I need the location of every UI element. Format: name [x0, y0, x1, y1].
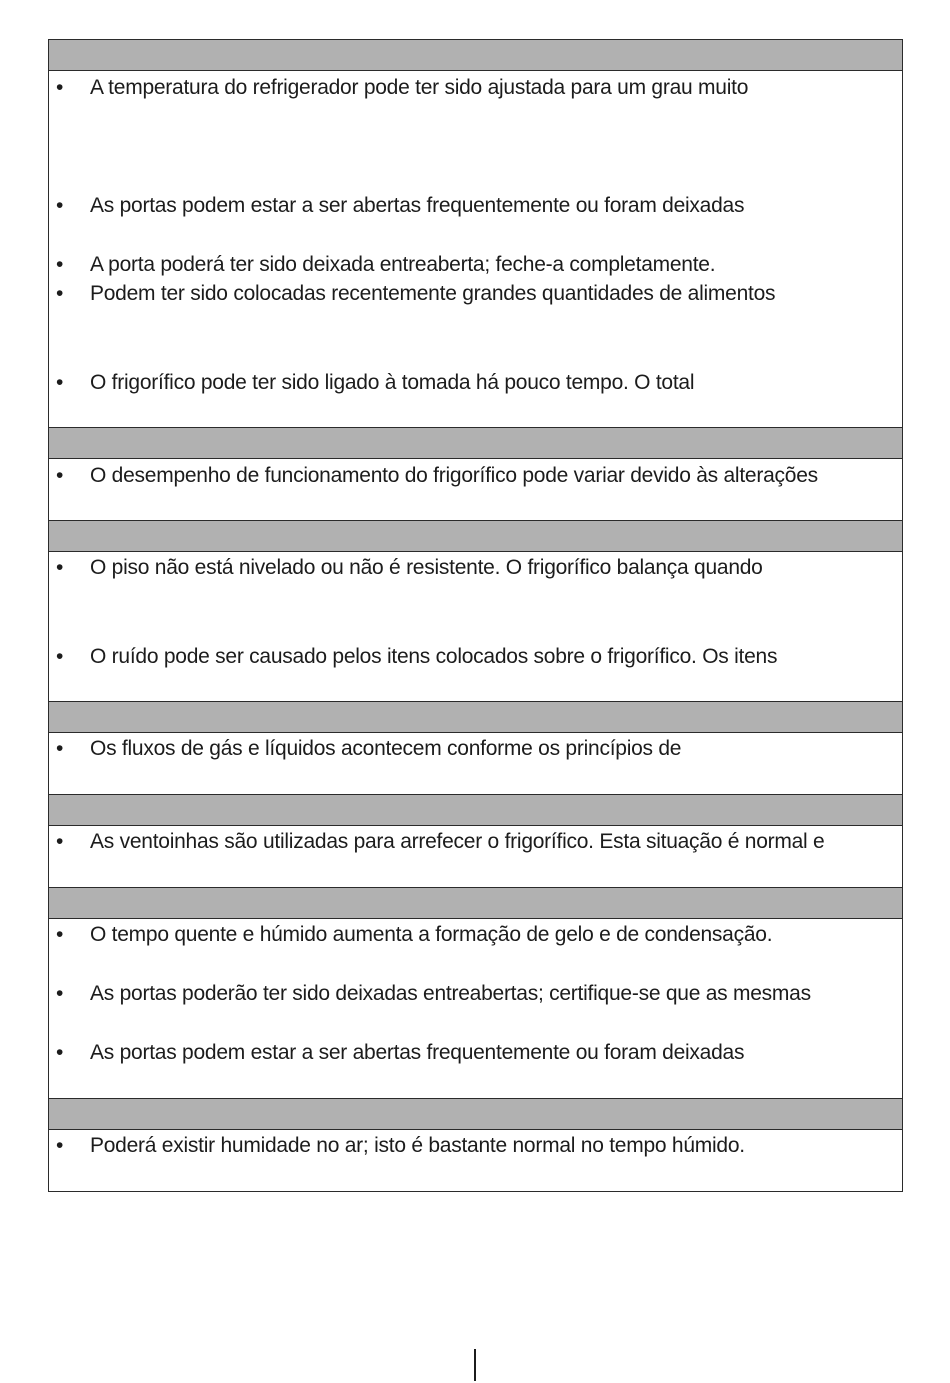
- item-text: A temperatura do refrigerador pode ter sido ajustada para um grau muito: [90, 76, 749, 99]
- section-header: [49, 888, 902, 919]
- list-item: [49, 734, 902, 764]
- section-body: [49, 71, 902, 428]
- item-text: O desempenho de funcionamento do frigorífico pode variar devido às alterações: [90, 464, 818, 487]
- list-item: [49, 642, 902, 672]
- troubleshooting-table: [48, 39, 903, 1192]
- item-text: O tempo quente e húmido aumenta a formação de gelo e de condensação.: [90, 923, 773, 946]
- list-item: [49, 979, 902, 1009]
- bullet-icon: •: [56, 282, 64, 305]
- item-text: O piso não está nivelado ou não é resistente. O frigorífico balança quando: [90, 556, 763, 579]
- list-item: [49, 553, 902, 583]
- bullet-icon: •: [56, 1041, 64, 1064]
- section-header: [49, 702, 902, 733]
- section-body: [49, 733, 902, 795]
- section-header: [49, 40, 902, 71]
- section-header: [49, 521, 902, 552]
- list-item: [49, 73, 902, 103]
- section-header: [49, 795, 902, 826]
- bullet-icon: •: [56, 830, 64, 853]
- section-body: [49, 459, 902, 521]
- list-item: [49, 191, 902, 221]
- list-item: [49, 461, 902, 491]
- section-body: [49, 1130, 902, 1192]
- section-body: [49, 919, 902, 1099]
- bullet-icon: •: [56, 556, 64, 579]
- item-text: Poderá existir humidade no ar; isto é bastante normal no tempo húmido.: [90, 1134, 745, 1157]
- item-text: O ruído pode ser causado pelos itens colocados sobre o frigorífico. Os itens: [90, 645, 778, 668]
- section-header: [49, 1099, 902, 1130]
- bullet-icon: •: [56, 982, 64, 1005]
- bullet-icon: •: [56, 737, 64, 760]
- bullet-icon: •: [56, 1134, 64, 1157]
- bullet-icon: •: [56, 194, 64, 217]
- list-item: [49, 827, 902, 857]
- bullet-icon: •: [56, 371, 64, 394]
- bullet-icon: •: [56, 923, 64, 946]
- section-body: [49, 552, 902, 702]
- bullet-icon: •: [56, 76, 64, 99]
- item-text: Podem ter sido colocadas recentemente grandes quantidades de alimentos: [90, 282, 776, 305]
- bullet-icon: •: [56, 645, 64, 668]
- list-item: [49, 1131, 902, 1161]
- item-text: As portas podem estar a ser abertas frequentemente ou foram deixadas: [90, 1041, 745, 1064]
- item-text: As ventoinhas são utilizadas para arrefecer o frigorífico. Esta situação é normal e: [90, 830, 825, 853]
- list-item: [49, 279, 902, 309]
- list-item: [49, 920, 902, 950]
- section-header: [49, 428, 902, 459]
- bullet-icon: •: [56, 464, 64, 487]
- list-item: [49, 368, 902, 398]
- item-text: As portas podem estar a ser abertas frequentemente ou foram deixadas: [90, 194, 745, 217]
- bullet-icon: •: [56, 253, 64, 276]
- item-text: As portas poderão ter sido deixadas entreabertas; certifique-se que as mesmas: [90, 982, 811, 1005]
- list-item: [49, 1038, 902, 1068]
- item-text: Os fluxos de gás e líquidos acontecem conforme os princípios de: [90, 737, 682, 760]
- list-item: [49, 250, 902, 280]
- item-text: A porta poderá ter sido deixada entreaberta; feche-a completamente.: [90, 253, 716, 276]
- section-body: [49, 826, 902, 888]
- item-text: O frigorífico pode ter sido ligado à tomada há pouco tempo. O total: [90, 371, 695, 394]
- page-divider-mark: [474, 1349, 476, 1381]
